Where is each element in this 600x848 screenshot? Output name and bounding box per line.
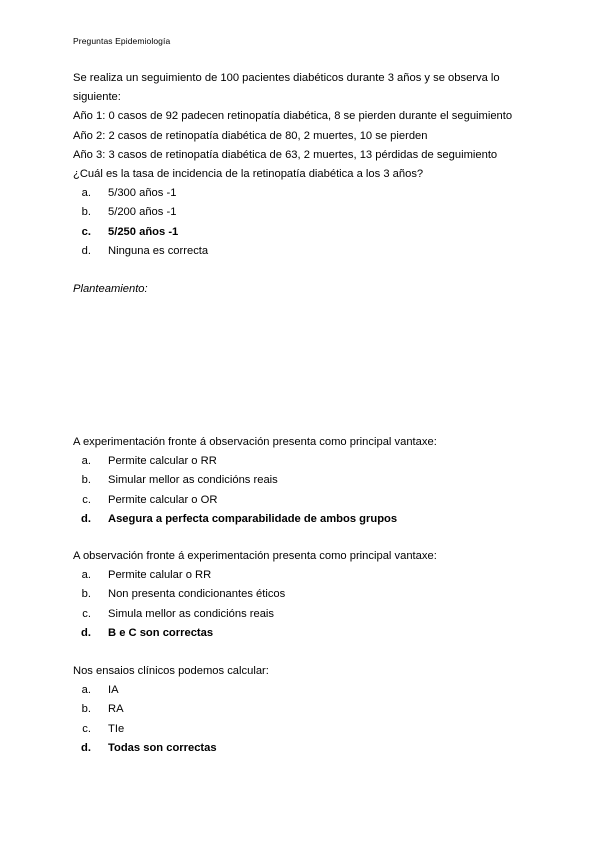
question-2-option-c [73,491,543,510]
option-text: Permite calular o RR [108,569,212,582]
option-text: Asegura a perfecta comparabilidade de ambos grupos [108,512,398,525]
question-4-option-c [73,720,543,739]
question-4-option-b [73,700,543,719]
option-text: B e C son correctas [108,626,214,639]
question-1-stem-line-1: Se realiza un seguimiento de 100 pacientes diabéticos durante 3 años y se observa lo [73,72,500,84]
option-label: c. [82,722,91,735]
option-text: Permite calcular o OR [108,493,218,506]
option-label: d. [81,626,91,639]
option-text: 5/250 años -1 [108,225,179,238]
question-2-option-b [73,471,543,490]
question-3-option-d-correct [73,624,543,643]
question-1-option-a [73,184,543,203]
question-4-option-a [73,681,543,700]
page-header: Preguntas Epidemiología [73,36,171,46]
option-text: Ninguna es correcta [108,244,209,257]
question-1-stem-line-3: Año 1: 0 casos de 92 padecen retinopatía diabética, 8 se pierden durante el seguimiento [73,110,513,123]
question-2-stem: A experimentación fronte á observación presenta como principal vantaxe: [73,436,437,448]
question-1-stem-line-6: ¿Cuál es la tasa de incidencia de la retinopatía diabética a los 3 años? [73,168,424,181]
option-label: b. [81,474,91,487]
question-1-stem-line-4: Año 2: 2 casos de retinopatía diabética de 80, 2 muertes, 10 se pierden [73,129,428,142]
option-label: a. [81,569,91,582]
planteamiento-label: Planteamiento: [73,283,148,295]
question-3-option-c [73,605,543,624]
question-1-option-c-correct [73,223,543,242]
question-3-option-b [73,585,543,604]
option-text: Simular mellor as condicións reais [108,474,278,487]
option-label: c. [82,493,91,506]
question-4-option-d-correct [73,739,543,758]
question-2 [73,433,543,529]
question-4-stem: Nos ensaios clínicos podemos calcular: [73,665,269,677]
question-4 [73,662,543,758]
option-label: d. [81,741,91,754]
option-label: b. [81,588,91,601]
question-2-option-d-correct [73,510,543,529]
option-label: c. [82,607,91,620]
option-text: Non presenta condicionantes éticos [108,588,286,601]
option-label: a. [81,684,91,697]
option-text: Simula mellor as condicións reais [108,607,275,620]
option-text: RA [108,703,124,716]
question-1-option-b [73,203,543,222]
option-label: d. [81,512,91,525]
question-1-stem-line-2: siguiente: [73,91,121,104]
option-label: a. [81,187,91,200]
option-label: c. [81,225,91,238]
option-label: a. [81,455,91,468]
option-text: 5/300 años -1 [108,187,177,200]
option-text: Permite calcular o RR [108,455,217,468]
option-text: TIe [108,722,125,735]
option-text: IA [108,684,119,697]
question-1 [73,69,543,261]
question-1-option-d [73,242,543,261]
question-3 [73,547,543,643]
option-text: 5/200 años -1 [108,206,177,219]
option-text: Todas son correctas [108,741,217,754]
option-label: d. [81,244,91,257]
option-label: b. [81,703,91,716]
question-3-stem: A observación fronte á experimentación presenta como principal vantaxe: [73,550,437,562]
option-label: b. [81,206,91,219]
question-2-option-a [73,452,543,471]
question-1-stem-line-5: Año 3: 3 casos de retinopatía diabética de 63, 2 muertes, 13 pérdidas de seguimiento [73,148,498,161]
question-3-option-a [73,566,543,585]
